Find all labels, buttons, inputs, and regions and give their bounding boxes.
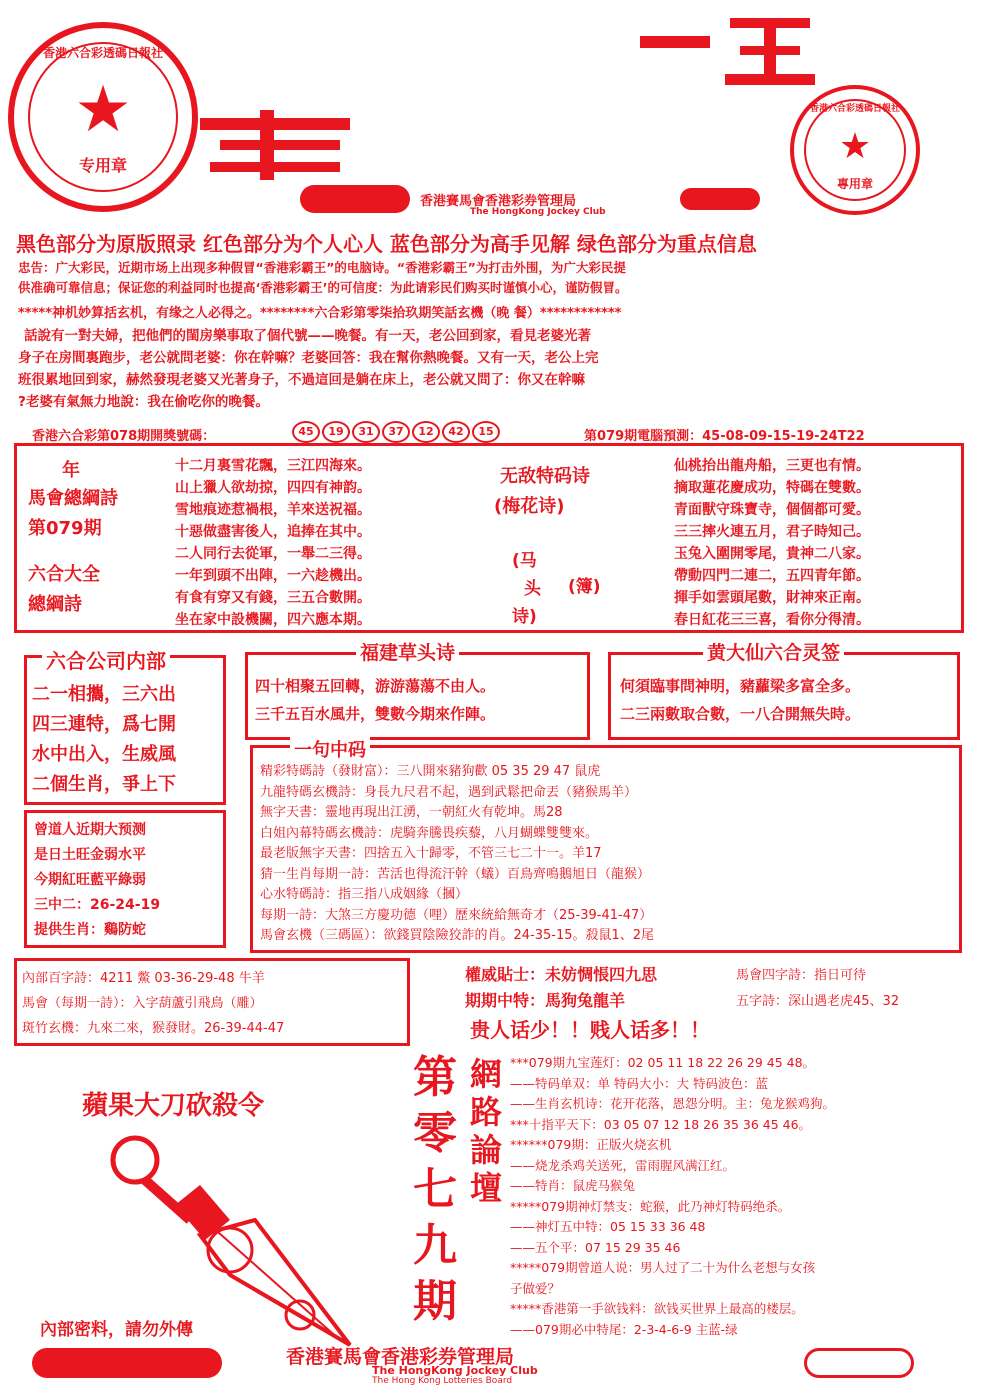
- baizi-line: 馬會（每期一詩）：入字葫蘆引飛鳥（雕）: [22, 996, 263, 1011]
- ornament-top-right: [680, 188, 760, 210]
- poem-center-horse-3: 诗): [512, 607, 537, 627]
- star-icon: ★: [74, 73, 132, 147]
- draw-ball: 19: [322, 421, 350, 443]
- poem-mid-line: 十二月裏雪花飄，三江四海來。: [175, 458, 371, 474]
- huang-line: 何須臨事問神明，豬蘿梁多富全多。: [620, 677, 861, 695]
- poem-left-year: 年: [62, 460, 80, 481]
- poem-right-lines: [674, 455, 870, 631]
- poem-right-line: 春日紅花三三喜，看你分得清。: [674, 612, 870, 628]
- fujian-title: 福建草头诗: [356, 638, 459, 665]
- forum-lines: [510, 1053, 835, 1340]
- fujian-line: 三千五百水風井，雙數今期來作陣。: [255, 705, 496, 723]
- seal-right-sub: 專用章: [836, 177, 873, 191]
- poem-left-label-4: 總綱詩: [28, 594, 82, 615]
- forum-title: 網路論壇: [469, 1055, 502, 1207]
- forum-line: ——生肖玄机诗：花开花落，恩怨分明。主：兔龙猴鸡狗。: [510, 1096, 836, 1111]
- huang-line: 二三兩數取合數，一八合開無失時。: [620, 705, 861, 723]
- draw-ball: 15: [472, 421, 500, 443]
- forum-line: ——神灯五中特：05 15 33 36 48: [510, 1219, 706, 1234]
- draw-predict: 第079期電腦預測：45-08-09-15-19-24T22: [584, 429, 865, 444]
- liuhe-line: 四三連特，爲七開: [32, 714, 176, 735]
- footer-ornament-left: [32, 1348, 222, 1378]
- one-line-row: 精彩特碼詩（發財富）：三八開來豬狗歡 05 35 29 47 鼠虎: [260, 764, 601, 779]
- poem-mid-line: 雪地痕迹惹禍根，羊來送祝福。: [175, 502, 371, 518]
- poem-center-title: 无敌特码诗: [500, 466, 590, 487]
- forum-line: ——079期必中特尾：2-3-4-6-9 主蓝-绿: [510, 1321, 738, 1337]
- footer-emblem: [804, 1348, 914, 1378]
- agency-top-en: The HongKong Jockey Club: [470, 207, 606, 217]
- forum-line: ——特码单双：单 特码大小：大 特码波色：蓝: [510, 1075, 768, 1091]
- joke-line-2: 身子在房間裏跑步，老公就問老婆：你在幹嘛？老婆回答：我在幫你熱晚餐。又有一天，老公上完: [18, 350, 599, 366]
- poem-center-horse-2: 头: [524, 579, 541, 599]
- joke-line-1: 話說有一對夫婦，把他們的閨房樂事取了個代號——晚餐。有一天，老公回到家，看見老婆光著: [24, 328, 591, 344]
- draw-ball: 42: [442, 421, 470, 443]
- zeng-line: 今期紅旺藍平綠弱: [34, 872, 146, 888]
- forum-line: *****079期曾道人说：男人过了二十为什么老想与女孩: [510, 1260, 816, 1275]
- logo-mark: [190, 100, 360, 190]
- seal-right: [790, 85, 920, 215]
- baizi-line: 斑竹玄機：九來二來，猴發財。26-39-44-47: [22, 1021, 285, 1036]
- forum-line: ***079期九宝莲灯：02 05 11 18 22 26 29 45 48。: [510, 1055, 816, 1070]
- authority-line-2: 期期中特：馬狗兔龍羊: [465, 991, 626, 1010]
- draw-ball: 31: [352, 421, 380, 443]
- forum-line: ******079期：正版火烧玄机: [510, 1137, 672, 1152]
- joke-title: *****神机妙算括玄机，有缘之人必得之。********六合彩第零柒拾玖期笑話玄機（晚 餐）************: [18, 306, 622, 321]
- poem-right-line: 摘取蓮花慶成功，特碼在雙數。: [674, 480, 870, 496]
- seal-left-sub: 专用章: [78, 156, 127, 175]
- legend-line: 黑色部分为原版照录 红色部分为个人心人 蓝色部分为高手见解 绿色部分为重点信息: [16, 232, 757, 256]
- authority-side-2: 五字詩：深山遇老虎45、32: [736, 994, 900, 1009]
- huang-title: 黄大仙六合灵签: [703, 638, 844, 665]
- poem-left-label-1: 馬會總綱詩: [28, 488, 118, 509]
- zeng-line: 三中二：26-24-19: [34, 897, 161, 913]
- joke-line-3: 班很累地回到家，赫然發現老婆又光著身子，不過這回是躺在床上，老公就又問了：你又在幹嘛: [18, 372, 585, 388]
- joke-line-4: ?老婆有氣無力地說：我在偷吃你的晚餐。: [18, 394, 269, 410]
- poem-center-horse-1: (马: [512, 551, 537, 571]
- liuhe-lines: [32, 680, 176, 800]
- poem-mid-line: 有食有穿又有錢，三五合數開。: [175, 590, 371, 606]
- one-line-title: 一句中码: [290, 736, 370, 762]
- poem-center-extra: (簿): [568, 577, 601, 597]
- one-line-row: 無字天書：靈地再現出江湧，一朝紅火有乾坤。馬28: [260, 805, 563, 820]
- forum-line: *****079期神灯禁支：蛇猴，此乃神灯特码绝杀。: [510, 1198, 791, 1214]
- zeng-title: 曾道人近期大预测: [34, 822, 146, 838]
- baizi-line: 內部百字詩：4211 鱉 03-36-29-48 牛羊: [22, 971, 265, 986]
- poem-mid-line: 十惡做盡害後人，追捧在其中。: [175, 524, 371, 540]
- authority-side-1: 馬會四字詩：指日可待: [736, 968, 867, 983]
- zeng-line: 提供生肖：鷄防蛇: [34, 922, 146, 938]
- authority-slogan: 贵人话少！！贱人话多！！: [470, 1018, 710, 1042]
- zeng-lines: [34, 818, 160, 943]
- forum-line: ——五个平：07 15 29 35 46: [510, 1239, 681, 1255]
- one-line-row: 猜一生肖每期一詩：苦活也得流汗幹（蟻）百鳥齊鳴鵝旭日（龍猴）: [260, 866, 651, 882]
- draw-ball: 12: [412, 421, 440, 443]
- liuhe-line: 二個生肖，爭上下: [32, 774, 176, 795]
- notice-line-1: 忠告：广大彩民，近期市场上出现多种假冒“香港彩霸王”的电脑诗。“香港彩霸王”为打击外围，为广大彩民提: [18, 260, 626, 275]
- poem-mid-line: 一年到頭不出陣，一六趁機出。: [175, 568, 371, 584]
- poem-right-line: 帶動四門二連二，五四青年節。: [674, 568, 870, 584]
- one-line-row: 九龍特碼玄機詩：身長九尺君不起，遇到武鬆把命丟（豬猴馬羊）: [260, 784, 638, 800]
- poem-center-sub: (梅花诗): [494, 496, 565, 517]
- forum-line: ***十指平天下：03 05 07 12 18 26 35 36 45 46。: [510, 1116, 812, 1132]
- authority-line-1: 權威貼士：未妨惆悵四九思: [465, 965, 658, 984]
- one-line-row: 馬會玄機（三碼區）：欲錢買陰險狡詐的肖。24-35-15。殺鼠1、2尾: [260, 928, 655, 943]
- fujian-lines: [255, 672, 495, 728]
- forum-line: ——特肖：鼠虎马猴兔: [510, 1178, 636, 1193]
- liuhe-line: 二一相攜，三六出: [32, 684, 176, 705]
- footer-agency: 香港賽馬會香港彩券管理局: [286, 1346, 515, 1368]
- poem-right-line: 青面獸守珠寶寺，個個都可愛。: [674, 502, 870, 518]
- poem-mid-lines: [175, 455, 371, 631]
- one-line-lines: [260, 762, 654, 947]
- one-line-row: 心水特碼詩：指三指八成姻緣（摑）: [260, 887, 469, 902]
- one-line-row: 白姐內幕特碼玄機詩：虎騎奔騰畏疾藜，八月蝴蝶雙雙來。: [260, 825, 599, 841]
- poem-right-line: 仙桃抬出龍舟船，三更也有情。: [674, 458, 870, 474]
- star-icon-small: ★: [838, 126, 872, 167]
- one-line-row: 最老版無字天書：四捨五入十歸零，不管三七二十一。羊17: [260, 846, 602, 861]
- draw-label: 香港六合彩第078期開獎號碼：: [32, 429, 216, 444]
- agency-top: 香港賽馬會香港彩券管理局: [420, 194, 577, 209]
- liuhe-line: 水中出入，生威風: [32, 744, 176, 765]
- title-king-glyph: [640, 8, 820, 98]
- poem-mid-line: 山上獵人欲劫掠，四四有神韵。: [175, 480, 371, 496]
- seal-right-text: 香港六合彩透碼日報社: [809, 104, 900, 114]
- issue-title: 第零七九期: [413, 1052, 457, 1327]
- forum-line: *****香港第一手欲钱料：欲钱买世界上最高的楼层。: [510, 1301, 804, 1316]
- draw-ball: 45: [292, 421, 320, 443]
- seal-left-text: 香港六合彩透碼日報社: [42, 46, 163, 60]
- apple-title: 蘋果大刀砍殺令: [82, 1091, 265, 1121]
- huang-lines: [620, 672, 860, 728]
- footer-en1: The HongKong Jockey Club: [372, 1364, 538, 1377]
- poem-mid-line: 二人同行去從軍，一舉二三得。: [175, 546, 371, 562]
- forum-line: 子做爱？: [510, 1280, 561, 1296]
- internal-note: 內部密料，請勿外傳: [40, 1320, 193, 1340]
- poem-right-line: 玉兔入圍開零尾，貴神二八家。: [674, 546, 870, 562]
- baizi-lines: [22, 966, 284, 1041]
- draw-balls: [292, 420, 502, 443]
- one-line-row: 每期一詩：大煞三方慶功德（哩）歷來統給無奇才（25-39-41-47）: [260, 907, 653, 923]
- poem-left-label-3: 六合大全: [28, 564, 100, 585]
- fujian-line: 四十相聚五回轉，游游蕩蕩不由人。: [255, 677, 496, 695]
- poem-right-line: 三三摔火連五月，君子時知己。: [674, 524, 870, 540]
- poem-right-line: 揮手如雲頭尾數，財神來正南。: [674, 590, 870, 606]
- poem-mid-line: 坐在家中設機關，四六應本期。: [175, 612, 371, 628]
- draw-ball: 37: [382, 421, 410, 443]
- notice-line-2: 供准确可靠信息；保证您的利益同时也提高‘香港彩霸王’的可信度：为此请彩民们购买时谨慎小心，谨防假冒。: [18, 280, 628, 295]
- footer-en2: The Hong Kong Lotteries Board: [372, 1376, 513, 1386]
- ornament-top-left: [300, 185, 410, 213]
- poem-left-label-2: 第079期: [28, 518, 102, 539]
- seal-left: [8, 22, 198, 212]
- zeng-line: 是日土旺金弱水平: [34, 847, 146, 863]
- liuhe-title: 六合公司内部: [42, 645, 170, 674]
- forum-line: ——烧龙杀鸡关送死，雷雨腥风满江红。: [510, 1157, 736, 1173]
